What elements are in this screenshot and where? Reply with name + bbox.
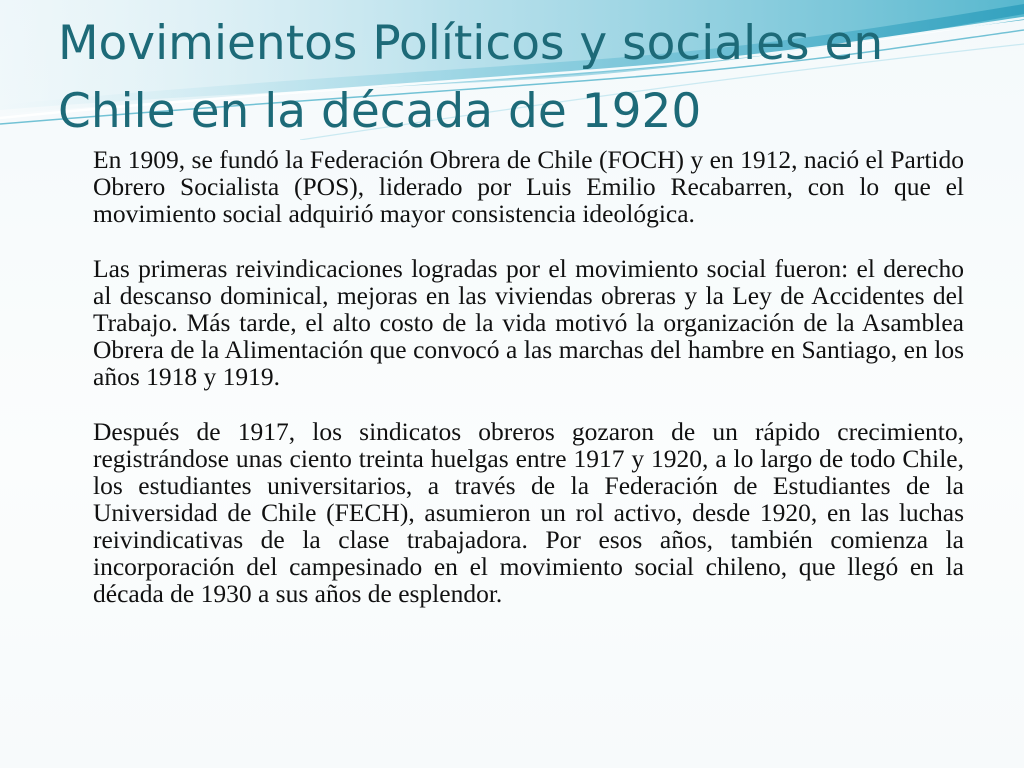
slide-title: Movimientos Políticos y sociales en Chile en la década de 1920 [58,16,884,139]
paragraph-reivindicaciones: Las primeras reivindicaciones logradas por el movimiento social fueron: el derecho al descanso dominical, mejoras en las viviendas obreras y la Ley de Accidentes del Trabajo. Más tarde, el alto costo de la vida motivó la organización de la Asamblea Obrera de la Alimentación que convocó a las marchas del hambre en Santiago, en los años 1918 y 1919. [93,254,964,391]
slide-body [93,146,964,607]
paragraph-sindicatos-fech: Después de 1917, los sindicatos obreros gozaron de un rápido crecimiento, registrándose unas ciento treinta huelgas entre 1917 y 1920, a lo largo de todo Chile, los estudiantes universitarios, a través de la Federación de Estudiantes de la Universidad de Chile (FECH), asumieron un rol activo, desde 1920, en las luchas reivindicativas de la clase trabajadora. Por esos años, también comienza la incorporación del campesinado en el movimiento social chileno, que llegó en la década de 1930 a sus años de esplendor. [93,417,964,608]
paragraph-foch-pos: En 1909, se fundó la Federación Obrera de Chile (FOCH) y en 1912, nació el Partido Obrero Socialista (POS), liderado por Luis Emilio Recabarren, con lo que el movimiento social adquirió mayor consistencia ideológica. [93,145,964,228]
